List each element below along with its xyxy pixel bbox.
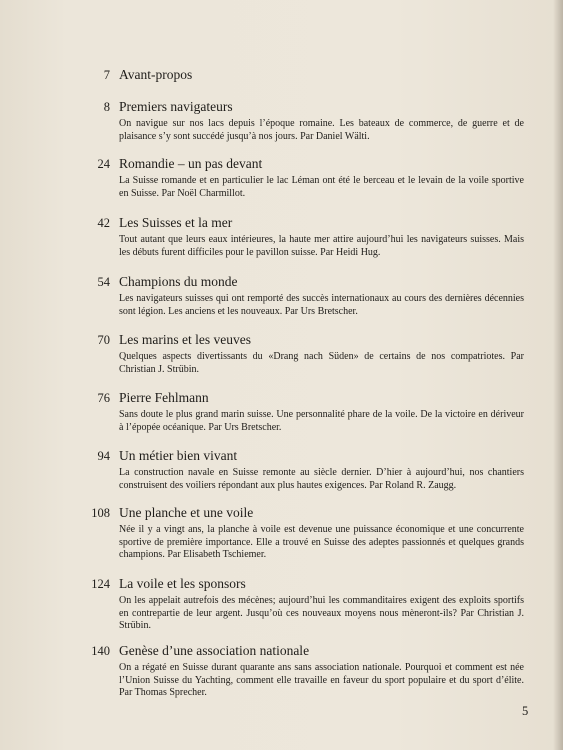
toc-description: La Suisse romande et en particulier le lac Léman ont été le berceau et le levain de la voile sportive en Suisse. Par Noël Charmillot. (119, 175, 524, 199)
toc-page-number: 70 (97, 333, 110, 347)
toc-entry (80, 447, 530, 492)
toc-entry (80, 331, 530, 376)
toc-entry (80, 504, 530, 562)
toc-description: La construction navale en Suisse remonte au siècle dernier. D’hier à aujourd’hui, nos chantiers construisent des voiliers répondant aux plus hautes exigences. Par Roland R. Zaugg. (119, 467, 524, 491)
toc-title: Romandie – un pas devant (119, 156, 263, 171)
toc-page-number: 54 (97, 275, 110, 289)
toc-entry (80, 66, 530, 84)
toc-page-number: 140 (91, 644, 110, 658)
toc-page-number: 24 (97, 157, 110, 171)
toc-description: Née il y a vingt ans, la planche à voile est devenue une puissance économique et une concurrente sportive de première importance. Elle a trouvé en Suisse des adeptes passionnés et quelques grands champions. Par Elisabeth Tschiemer. (119, 524, 524, 560)
folio-page-number: 5 (522, 704, 529, 718)
toc-page-number: 76 (97, 391, 110, 405)
toc-entry (80, 642, 530, 700)
page-edge-shadow (553, 0, 563, 750)
toc-description: Tout autant que leurs eaux intérieures, la haute mer attire aujourd’hui les navigateurs suisses. Mais les débuts furent difficiles pour le pavillon suisse. Par Heidi Hug. (119, 234, 524, 258)
toc-entry (80, 214, 530, 259)
toc-title: Pierre Fehlmann (119, 390, 209, 405)
toc-title: Genèse d’une association nationale (119, 643, 310, 658)
toc-entry (80, 575, 530, 633)
toc-page-number: 8 (103, 100, 110, 114)
toc-title: Les Suisses et la mer (119, 215, 233, 230)
toc-entry (80, 273, 530, 318)
toc-entry (80, 98, 530, 143)
toc-title: Champions du monde (119, 274, 238, 289)
toc-page-number: 124 (91, 577, 110, 591)
toc-title: Premiers navigateurs (119, 99, 233, 114)
toc-page-number: 94 (97, 449, 110, 463)
toc-description: On les appelait autrefois des mécènes; aujourd’hui les commanditaires exigent des exploits sportifs en contrepartie de leur argent. Jusqu’où ces nouveaux moyens nous mèneront-ils? Par Christian J. Strübin. (119, 595, 524, 631)
toc-page-number: 108 (91, 506, 110, 520)
toc-description: Quelques aspects divertissants du «Drang nach Süden» de certains de nos compatriotes. Par Christian J. Strübin. (119, 351, 524, 375)
toc-description: On navigue sur nos lacs depuis l’époque romaine. Les bateaux de commerce, de guerre et de plaisance s’y sont succédé jusqu’à nos jours. Par Daniel Wälti. (119, 118, 524, 142)
toc-title: Les marins et les veuves (119, 332, 251, 347)
toc-page-number: 42 (97, 216, 110, 230)
toc-title: La voile et les sponsors (119, 576, 246, 591)
toc-entry (80, 155, 530, 200)
toc-title: Une planche et une voile (119, 505, 254, 520)
toc-description: On a régaté en Suisse durant quarante ans sans association nationale. Pourquoi et comment est née l’Union Suisse du Yachting, comment elle travaille en faveur du sport populaire et du sport d’élite. Par Thomas Sprecher. (119, 662, 524, 698)
toc-entry (80, 389, 530, 434)
toc-title: Un métier bien vivant (119, 448, 238, 463)
toc-description: Sans doute le plus grand marin suisse. Une personnalité phare de la voile. De la victoire en dériveur à l’épopée océanique. Par Urs Bretscher. (119, 409, 524, 433)
toc-title: Avant-propos (119, 67, 193, 82)
toc-page-number: 7 (103, 68, 110, 82)
toc-description: Les navigateurs suisses qui ont remporté des succès internationaux au cours des dernières décennies sont légion. Les anciens et les nouveaux. Par Urs Bretscher. (119, 293, 524, 317)
